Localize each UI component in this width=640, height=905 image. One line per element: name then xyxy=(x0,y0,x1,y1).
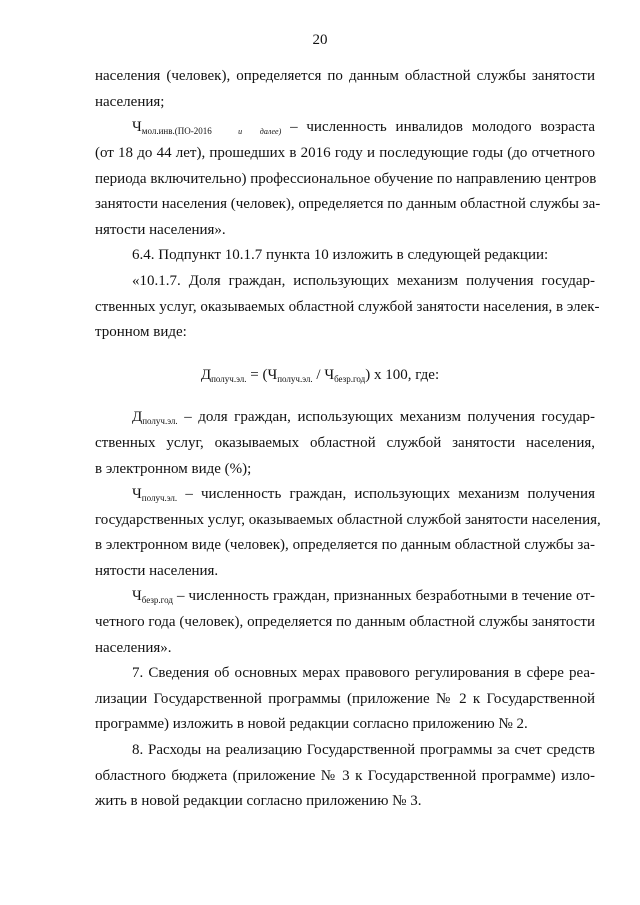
text-line: четного года (человек), определяется по данным областной службы занятости xyxy=(95,614,595,630)
symbol: Ч xyxy=(132,486,142,502)
symbol: Ч xyxy=(132,588,142,604)
definition-line xyxy=(132,484,595,508)
symbol-subscript: получ.эл. xyxy=(141,493,178,503)
symbol-subscript: и xyxy=(238,127,243,136)
text-line: населения». xyxy=(95,640,172,656)
definition-line xyxy=(132,407,595,431)
symbol-subscript: получ.эл. xyxy=(142,416,178,426)
text-line: 8. Расходы на реализацию Государственной программы за счет средств xyxy=(132,742,595,758)
text-line: нятости населения». xyxy=(95,222,226,238)
formula-subscript: получ.эл. xyxy=(277,374,313,384)
text-line: 7. Сведения об основных мерах правового регулирования в сфере реа- xyxy=(132,665,595,681)
definition-text: – доля граждан, использующих механизм получения государ- xyxy=(184,409,596,425)
text-line: населения (человек), определяется по данным областной службы занятости xyxy=(95,68,595,84)
formula xyxy=(0,365,640,389)
definition-text: – численность инвалидов молодого возраста xyxy=(290,119,596,135)
formula-part: / Ч xyxy=(312,367,335,383)
symbol-subscript: далее) xyxy=(259,127,282,136)
text-line: нятости населения. xyxy=(95,563,219,579)
text-line: жить в новой редакции согласно приложению № 3. xyxy=(95,793,422,809)
formula-part: ) х 100, где: xyxy=(365,367,440,383)
definition-line xyxy=(132,586,595,610)
text-line: «10.1.7. Доля граждан, использующих механизм получения государ- xyxy=(132,273,595,289)
symbol-subscript: безр.год xyxy=(141,595,173,605)
formula-subscript: безр.год xyxy=(334,374,366,384)
text-line: занятости населения (человек), определяется по данным областной службы за- xyxy=(95,196,601,212)
text-line: ственных услуг, оказываемых областной службой занятости населения, в элек- xyxy=(95,299,600,315)
text-line: населения; xyxy=(95,94,165,110)
text-line: 6.4. Подпункт 10.1.7 пункта 10 изложить в следующей редакции: xyxy=(132,247,549,263)
text-line: областного бюджета (приложение № 3 к Государственной программе) изло- xyxy=(95,768,595,784)
text-line: периода включительно) профессиональное обучение по направлению центров xyxy=(95,171,597,187)
definition-text: – численность граждан, признанных безработными в течение от- xyxy=(172,588,595,604)
symbol: Д xyxy=(132,409,143,425)
page-number: 20 xyxy=(312,32,328,48)
text-line: (от 18 до 44 лет), прошедших в 2016 году и последующие годы (до отчетного xyxy=(95,145,595,161)
definition-line xyxy=(132,117,595,142)
symbol-subscript: мол.инв.(ПО-2016 xyxy=(141,126,212,136)
formula-symbol: Д xyxy=(200,367,212,383)
formula-subscript: получ.эл. xyxy=(211,374,247,384)
text-line: тронном виде: xyxy=(95,324,187,340)
text-line: государственных услуг, оказываемых областной службой занятости населения, xyxy=(95,512,601,528)
symbol: Ч xyxy=(132,119,142,135)
text-line: в электронном виде (%); xyxy=(95,461,252,477)
text-line: в электронном виде (человек), определяется по данным областной службы за- xyxy=(95,537,595,553)
formula-part: = (Ч xyxy=(246,367,278,383)
definition-text: – численность граждан, использующих механизм получения xyxy=(185,486,595,502)
text-line: ственных услуг, оказываемых областной службой занятости населения, xyxy=(95,435,595,451)
text-line: программе) изложить в новой редакции согласно приложению № 2. xyxy=(95,716,528,732)
text-line: лизации Государственной программы (приложение № 2 к Государственной xyxy=(95,691,595,707)
